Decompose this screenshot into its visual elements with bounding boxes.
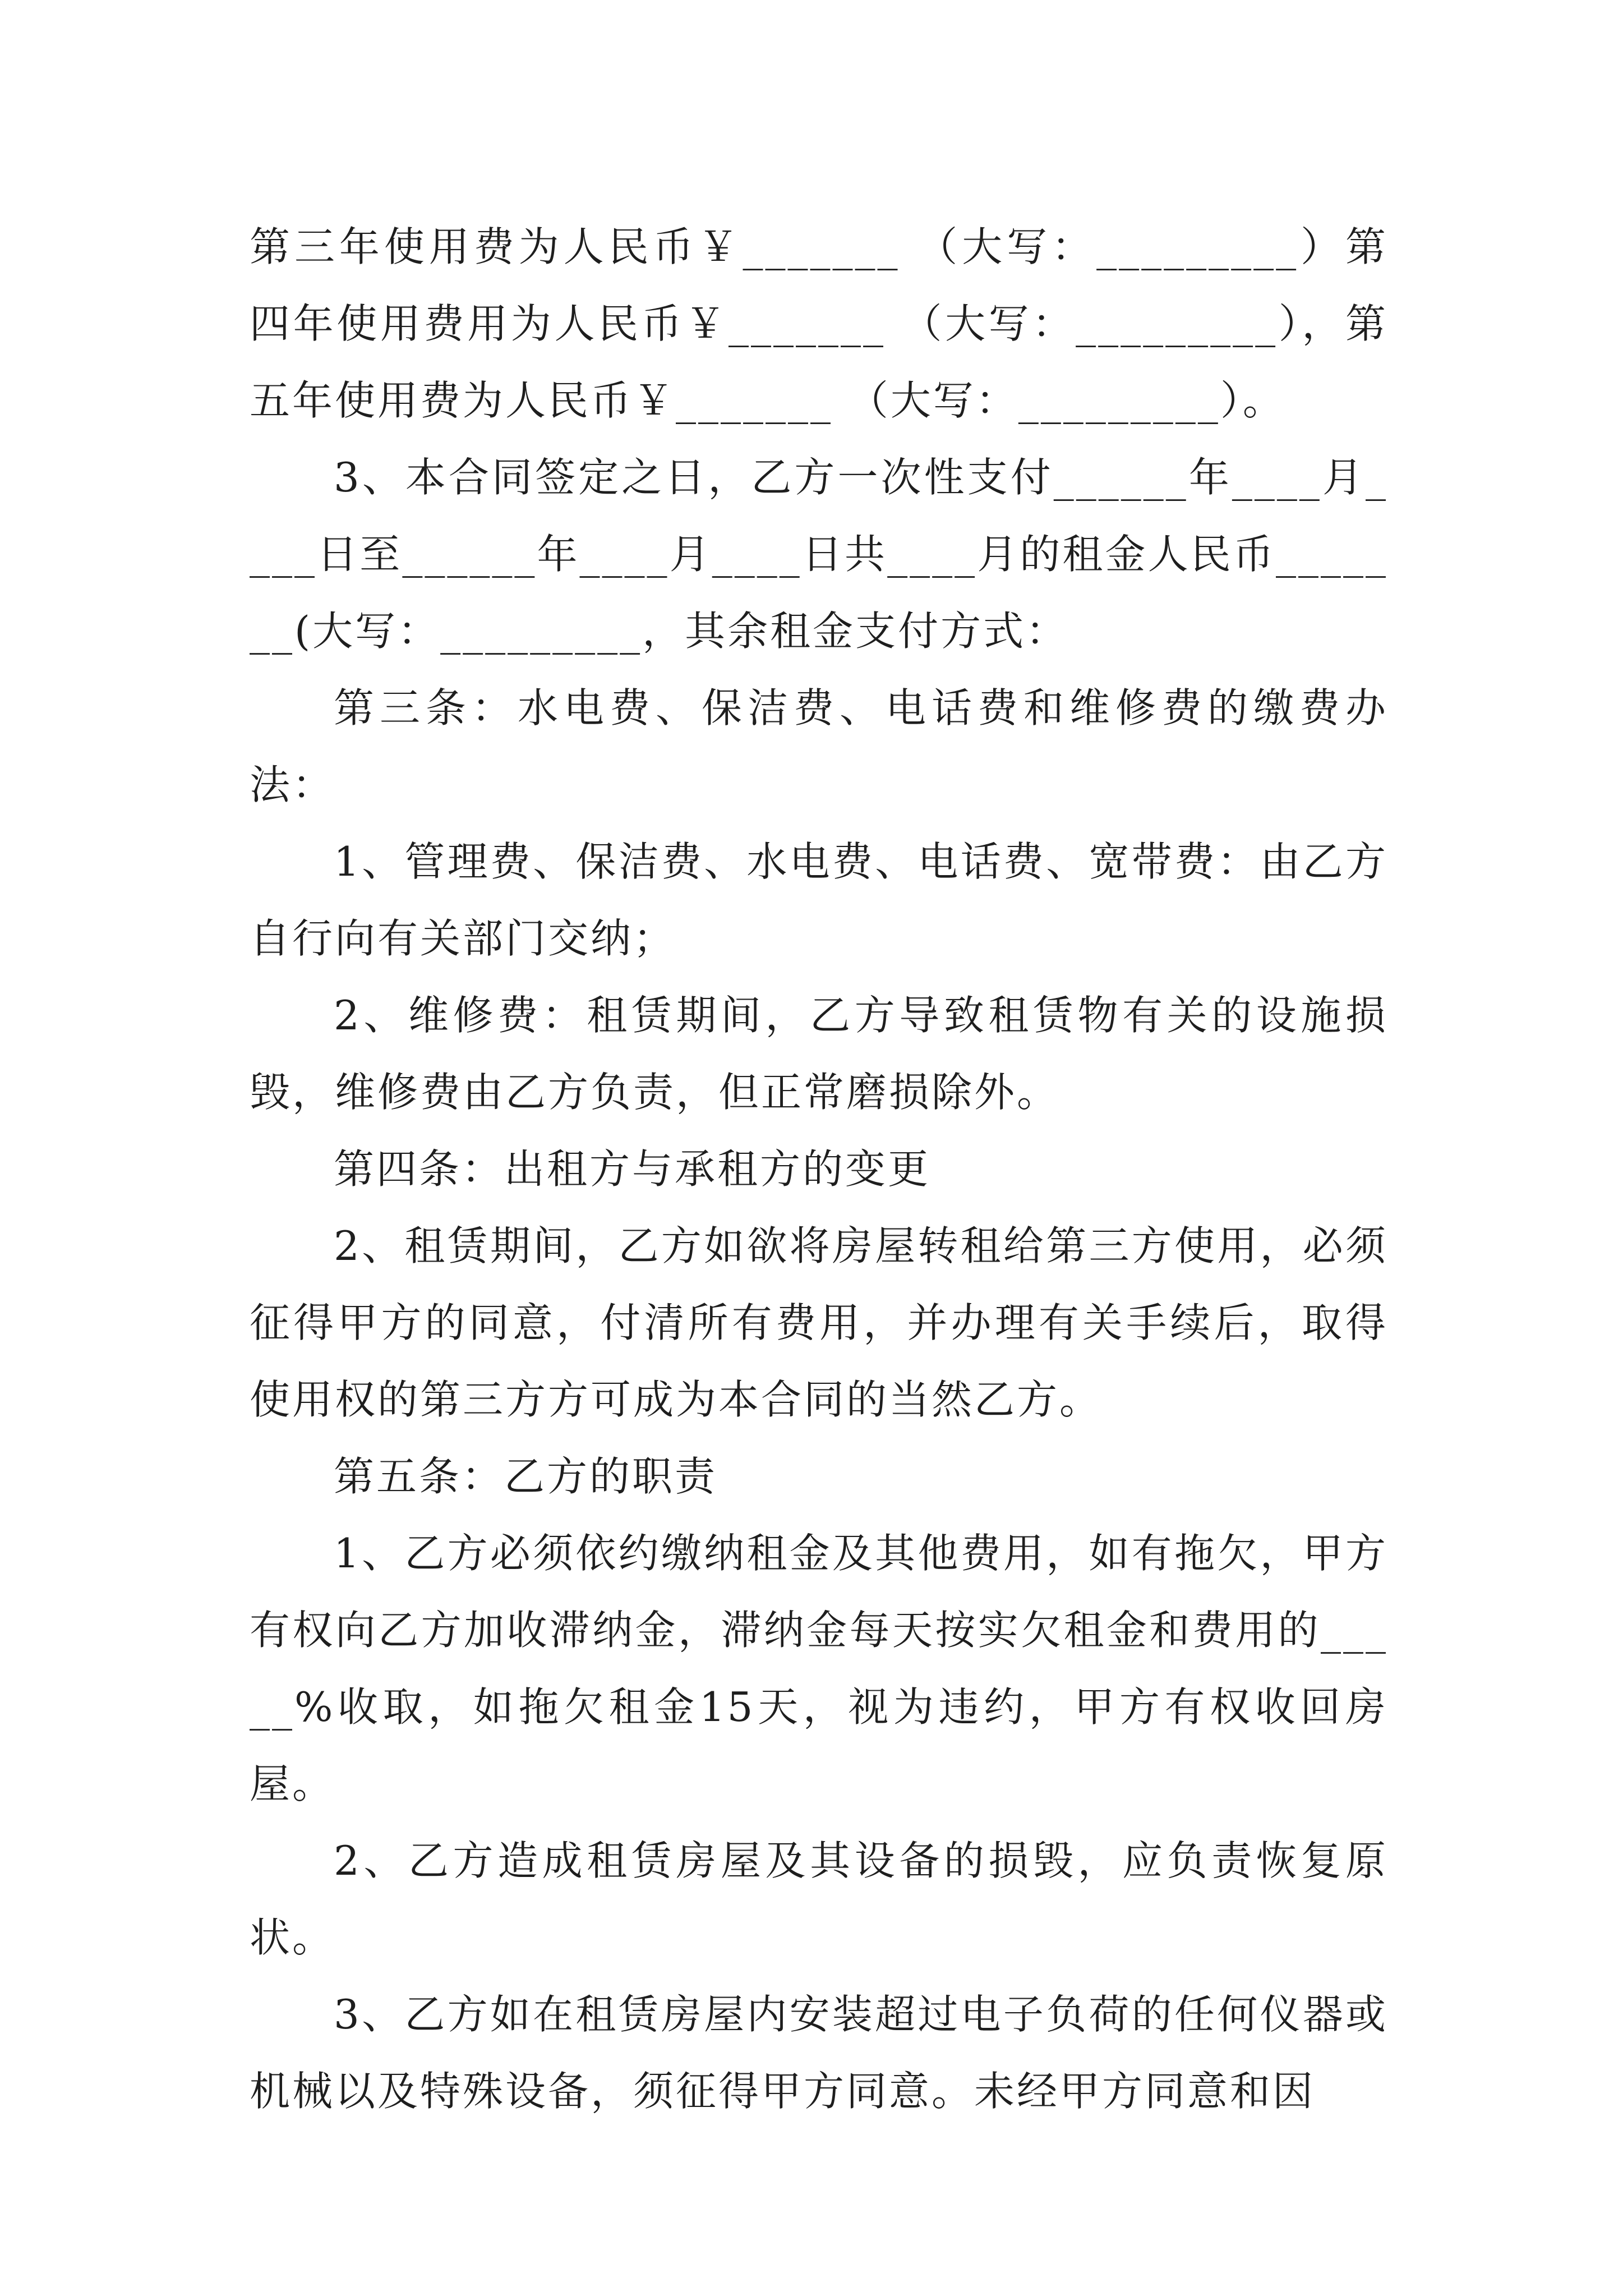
paragraph-fee-years-3-5: 第三年使用费为人民币￥_______ （大写：_________）第四年使用费用为人民币￥_______ （大写：_________），第五年使用费为人民币￥_______ （大写：_________）。	[250, 223, 1388, 424]
paragraph-article-5-item-3: 3、乙方如在租赁房屋内安装超过电子负荷的任何仪器或机械以及特殊设备，须征得甲方同意。未经甲方同意和因	[250, 1991, 1388, 2115]
paragraph-article-3-item-1: 1、管理费、保洁费、水电费、电话费、宽带费：由乙方自行向有关部门交纳；	[250, 838, 1388, 962]
paragraph-article-3-item-2: 2、维修费：租赁期间，乙方导致租赁物有关的设施损毁，维修费由乙方负责，但正常磨损除外。	[250, 992, 1388, 1116]
heading-article-4: 第四条：出租方与承租方的变更	[334, 1145, 931, 1193]
paragraph-article-4-item-2: 2、租赁期间，乙方如欲将房屋转租给第三方使用，必须征得甲方的同意，付清所有费用，并办理有关手续后，取得使用权的第三方方可成为本合同的当然乙方。	[250, 1222, 1388, 1423]
contract-body	[250, 209, 1388, 2130]
paragraph-article-5-item-1: 1、乙方必须依约缴纳租金及其他费用，如有拖欠，甲方有权向乙方加收滞纳金，滞纳金每天按实欠租金和费用的_____%收取，如拖欠租金15天，视为违约，甲方有权收回房屋。	[250, 1530, 1388, 1807]
paragraph-article-5-item-2: 2、乙方造成租赁房屋及其设备的损毁，应负责恢复原状。	[250, 1837, 1388, 1961]
heading-article-5: 第五条：乙方的职责	[334, 1453, 718, 1500]
heading-article-3: 第三条：水电费、保洁费、电话费和维修费的缴费办法：	[250, 684, 1388, 808]
paragraph-clause-2-3-payment: 3、本合同签定之日，乙方一次性支付______年____月____日至______年____月____日共____月的租金人民币_______(大写：_________，其余租金支付方式：	[250, 454, 1388, 655]
